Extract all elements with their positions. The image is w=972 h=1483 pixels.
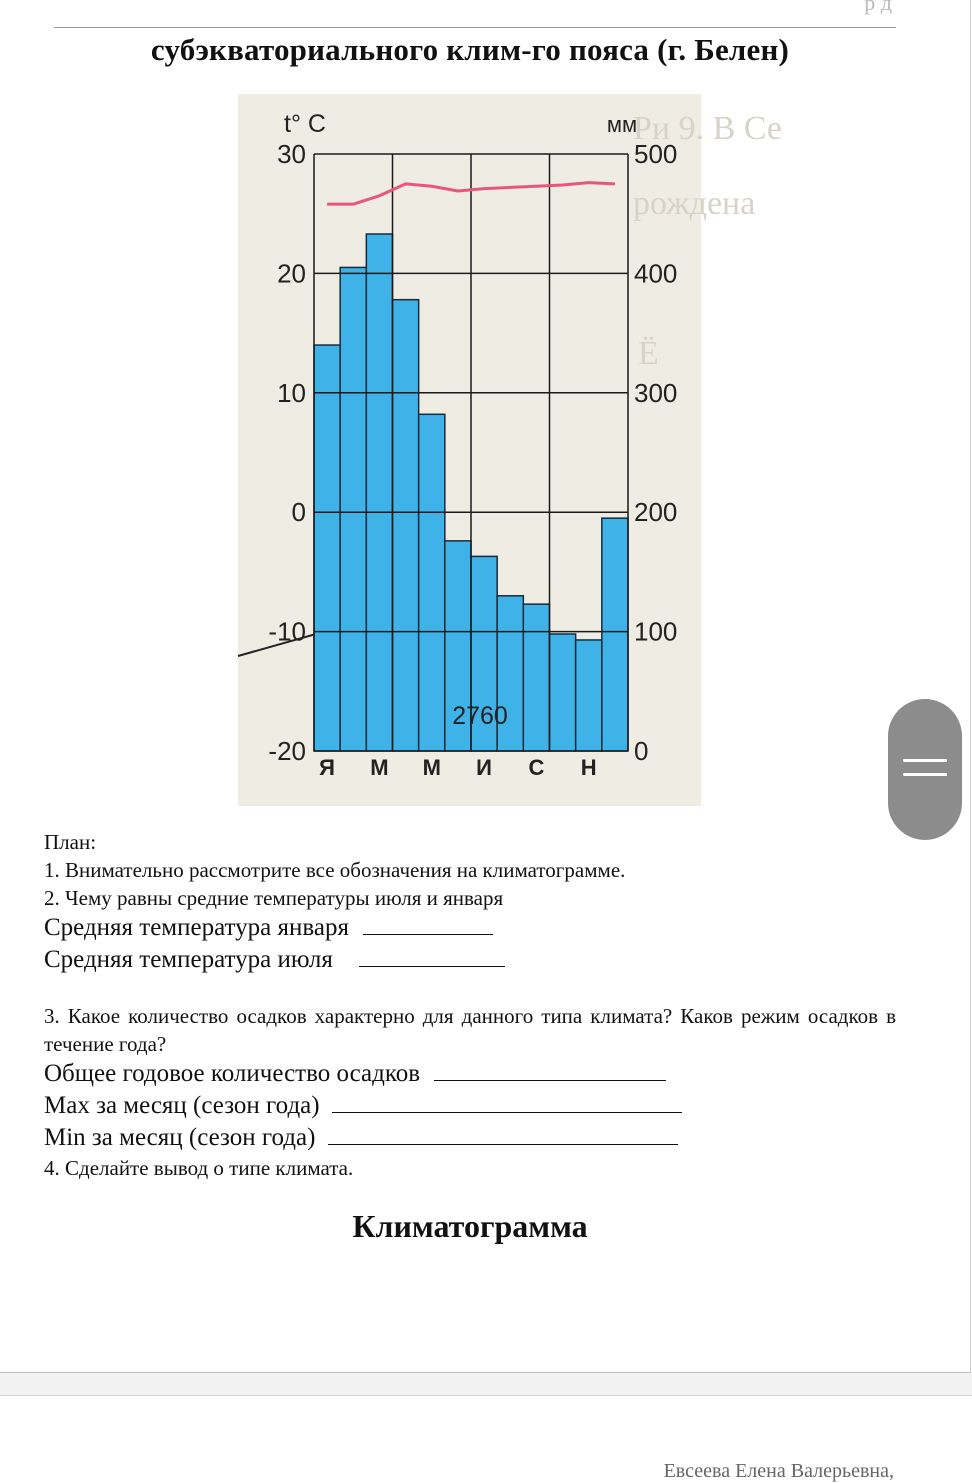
precipitation-tick-label: 200 xyxy=(634,497,678,528)
section-heading: Климатограмма xyxy=(352,1208,588,1244)
page-gap xyxy=(0,1373,972,1396)
plan-item-4: 4. Сделайте вывод о типе климата. xyxy=(44,1156,354,1180)
header-divider xyxy=(54,27,896,28)
scroll-handle[interactable] xyxy=(888,699,962,840)
month-tick-label: С xyxy=(528,755,545,780)
temperature-axis-label: t° C xyxy=(284,110,326,138)
plan-item-3: 3. Какое количество осадков характерно для данного типа климата? Каков режим осадков в течение года? xyxy=(44,1004,896,1056)
temperature-tick-label: 20 xyxy=(277,258,306,289)
min-precip-blank[interactable] xyxy=(328,1124,678,1145)
plan-item-1: 1. Внимательно рассмотрите все обозначения на климатограмме. xyxy=(44,858,626,882)
previous-page-fragment: р д xyxy=(864,0,892,15)
month-tick-label: М xyxy=(370,755,389,780)
svg-text:рождена: рождена xyxy=(633,185,756,222)
jul-temp-label: Средняя температура июля xyxy=(44,946,333,973)
precipitation-bar-V xyxy=(419,414,445,751)
annual-precip-label: Общее годовое количество осадков xyxy=(44,1060,421,1087)
jul-temp-row xyxy=(44,944,896,976)
plan-section xyxy=(44,828,896,1182)
month-tick-label: Н xyxy=(580,755,597,780)
precipitation-bar-IV xyxy=(393,300,419,751)
author-name: Евсеева Елена Валерьевна, xyxy=(663,1460,894,1482)
grip-line-icon xyxy=(903,759,947,762)
precipitation-bar-I xyxy=(314,345,340,751)
annual-precip-blank[interactable] xyxy=(434,1060,666,1081)
month-tick-label: И xyxy=(476,755,492,780)
jan-temp-row xyxy=(44,912,896,944)
precipitation-bar-X xyxy=(550,634,576,751)
precipitation-tick-label: 100 xyxy=(634,616,678,647)
max-precip-label: Max за месяц (сезон года) xyxy=(44,1092,320,1119)
plan-heading: План: xyxy=(44,830,97,854)
temperature-tick-label: 10 xyxy=(277,377,306,408)
precipitation-bar-II xyxy=(340,267,366,751)
jan-temp-label: Средняя температура января xyxy=(44,914,349,941)
jan-temp-blank[interactable] xyxy=(363,914,493,935)
temperature-tick-label: -20 xyxy=(268,736,306,766)
precipitation-bar-XI xyxy=(576,640,602,751)
precipitation-tick-label: 0 xyxy=(634,736,649,766)
precipitation-bar-III xyxy=(366,234,392,751)
climatogram xyxy=(238,94,782,806)
plan-item-2: 2. Чему равны средние температуры июля и января xyxy=(44,886,504,910)
annual-total-label: 2760 xyxy=(452,702,508,730)
month-tick-label: М xyxy=(422,755,441,780)
temperature-tick-label: -10 xyxy=(268,616,306,647)
month-tick-label: Я xyxy=(319,755,335,780)
precipitation-tick-label: 500 xyxy=(634,139,678,169)
precipitation-tick-label: 300 xyxy=(634,377,678,408)
temperature-tick-label: 30 xyxy=(277,139,306,169)
svg-text:Ри 9. В Се: Ри 9. В Се xyxy=(633,110,782,147)
precipitation-bar-XII xyxy=(602,518,628,751)
grip-line-icon xyxy=(903,773,947,776)
climatogram-svg xyxy=(238,94,782,806)
precipitation-bar-IX xyxy=(523,604,549,751)
min-precip-label: Min за месяц (сезон года) xyxy=(44,1124,316,1151)
svg-text:Ё: Ё xyxy=(638,335,659,372)
temperature-tick-label: 0 xyxy=(291,497,306,528)
jul-temp-blank[interactable] xyxy=(359,946,505,967)
max-precip-row xyxy=(44,1090,896,1122)
precipitation-tick-label: 400 xyxy=(634,258,678,289)
precipitation-axis-label: мм xyxy=(606,112,638,137)
min-precip-row xyxy=(44,1122,896,1154)
max-precip-blank[interactable] xyxy=(332,1092,682,1113)
annual-precip-row xyxy=(44,1058,896,1090)
page-title: субэкваториального клим-го пояса (г. Белен) xyxy=(150,32,790,67)
